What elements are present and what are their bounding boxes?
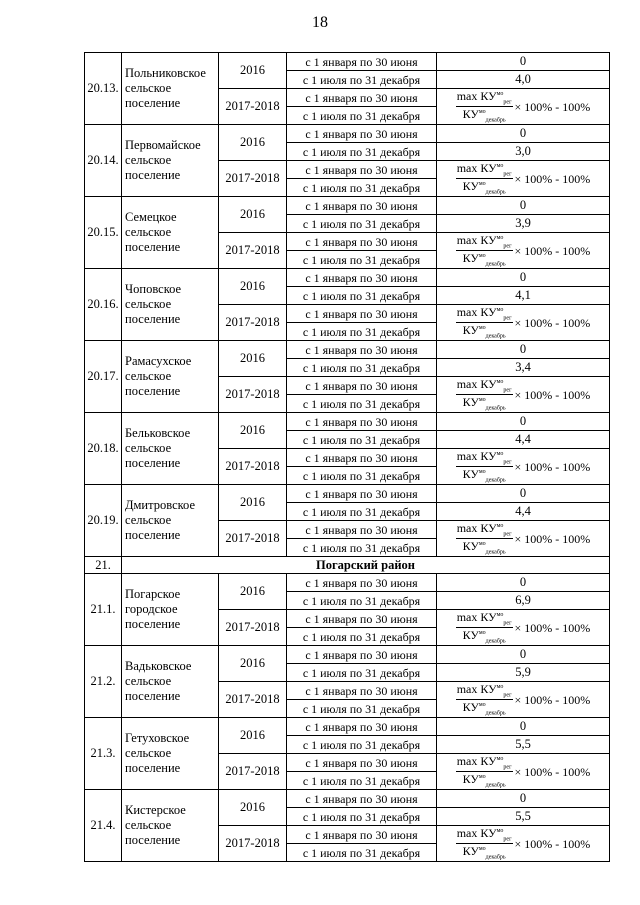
numerator-main: max КУ (456, 609, 497, 624)
formula-numerator (456, 90, 513, 107)
year-cell: 2017-2018 (219, 754, 287, 790)
denominator-main: КУ (462, 539, 479, 553)
year-cell: 2017-2018 (219, 89, 287, 125)
period-cell: с 1 июля по 31 декабря (287, 467, 437, 485)
settlement-number: 20.17. (85, 341, 122, 413)
growth-formula (437, 161, 610, 197)
year-cell: 2016 (219, 574, 287, 610)
period-cell: с 1 июля по 31 декабря (287, 844, 437, 862)
value-cell: 0 (437, 269, 610, 287)
numerator-sub: рег (503, 99, 512, 105)
value-cell: 0 (437, 574, 610, 592)
period-cell: с 1 июля по 31 декабря (287, 700, 437, 718)
period-cell: с 1 января по 30 июня (287, 269, 437, 287)
numerator-main: max КУ (456, 232, 497, 247)
settlement-name: Погарское городское поселение (122, 574, 219, 646)
table-row (85, 341, 610, 359)
numerator-sup: мо (496, 378, 504, 385)
denominator-sub: декабрь (485, 854, 506, 861)
numerator-sub: рег (503, 171, 512, 177)
value-cell: 5,5 (437, 736, 610, 754)
formula-tail: × 100% - 100% (514, 620, 591, 635)
period-cell: с 1 июля по 31 декабря (287, 592, 437, 610)
formula-denominator (456, 539, 513, 555)
period-cell: с 1 января по 30 июня (287, 449, 437, 467)
value-cell: 0 (437, 718, 610, 736)
table-row (85, 485, 610, 503)
table-row (85, 269, 610, 287)
period-cell: с 1 июля по 31 декабря (287, 143, 437, 161)
table-row (85, 646, 610, 664)
numerator-sup: мо (496, 306, 504, 313)
value-cell: 3,9 (437, 215, 610, 233)
period-cell: с 1 июля по 31 декабря (287, 628, 437, 646)
growth-formula (437, 377, 610, 413)
denominator-sub: декабрь (485, 261, 506, 268)
formula-numerator (456, 234, 513, 251)
formula-denominator (456, 700, 513, 716)
denominator-main: КУ (462, 628, 479, 642)
formula-tail: × 100% - 100% (514, 764, 591, 779)
formula-numerator (456, 306, 513, 323)
settlement-number: 20.14. (85, 125, 122, 197)
formula-tail: × 100% - 100% (514, 315, 591, 330)
settlement-number: 20.19. (85, 485, 122, 557)
period-cell: с 1 июля по 31 декабря (287, 395, 437, 413)
formula-fraction (456, 827, 513, 861)
table-row (85, 53, 610, 71)
denominator-main: КУ (462, 395, 479, 409)
growth-formula (437, 521, 610, 557)
formula-denominator (456, 179, 513, 195)
value-cell: 0 (437, 125, 610, 143)
numerator-sup: мо (496, 90, 504, 97)
formula-numerator (456, 827, 513, 844)
value-cell: 4,0 (437, 71, 610, 89)
formula-tail: × 100% - 100% (514, 387, 591, 402)
numerator-sup: мо (496, 683, 504, 690)
settlement-name: Рамасухское сельское поселение (122, 341, 219, 413)
period-cell: с 1 июля по 31 декабря (287, 664, 437, 682)
denominator-sup: мо (478, 253, 486, 259)
period-cell: с 1 января по 30 июня (287, 305, 437, 323)
period-cell: с 1 июля по 31 декабря (287, 251, 437, 269)
settlement-number: 20.18. (85, 413, 122, 485)
settlement-name: Дмитровское сельское поселение (122, 485, 219, 557)
value-cell: 5,5 (437, 808, 610, 826)
settlement-number: 21.2. (85, 646, 122, 718)
formula-numerator (456, 755, 513, 772)
year-cell: 2016 (219, 790, 287, 826)
formula-fraction (456, 450, 513, 484)
formula-fraction (456, 611, 513, 645)
table-row (85, 790, 610, 808)
denominator-sup: мо (478, 397, 486, 403)
formula-numerator (456, 450, 513, 467)
period-cell: с 1 июля по 31 декабря (287, 736, 437, 754)
table-row (85, 413, 610, 431)
tariff-table (84, 52, 610, 862)
denominator-sup: мо (478, 774, 486, 780)
denominator-sub: декабрь (485, 189, 506, 196)
settlement-number: 20.13. (85, 53, 122, 125)
value-cell: 4,1 (437, 287, 610, 305)
growth-formula (437, 610, 610, 646)
year-cell: 2017-2018 (219, 826, 287, 862)
settlement-name: Вадьковское сельское поселение (122, 646, 219, 718)
period-cell: с 1 января по 30 июня (287, 341, 437, 359)
year-cell: 2017-2018 (219, 161, 287, 197)
settlement-number: 21.1. (85, 574, 122, 646)
year-cell: 2016 (219, 53, 287, 89)
denominator-sub: декабрь (485, 549, 506, 556)
growth-formula (437, 449, 610, 485)
denominator-sup: мо (478, 541, 486, 547)
period-cell: с 1 июля по 31 декабря (287, 359, 437, 377)
period-cell: с 1 января по 30 июня (287, 610, 437, 628)
denominator-sub: декабрь (485, 782, 506, 789)
table-row (85, 125, 610, 143)
numerator-main: max КУ (456, 88, 497, 103)
settlement-name: Польниковское сельское поселение (122, 53, 219, 125)
denominator-sub: декабрь (485, 710, 506, 717)
denominator-main: КУ (462, 467, 479, 481)
formula-tail: × 100% - 100% (514, 836, 591, 851)
numerator-sub: рег (503, 764, 512, 770)
period-cell: с 1 января по 30 июня (287, 790, 437, 808)
denominator-sup: мо (478, 469, 486, 475)
value-cell: 0 (437, 485, 610, 503)
formula-numerator (456, 611, 513, 628)
district-number: 21. (85, 557, 122, 574)
numerator-sub: рег (503, 620, 512, 626)
formula-denominator (456, 107, 513, 123)
numerator-main: max КУ (456, 681, 497, 696)
formula-fraction (456, 378, 513, 412)
year-cell: 2017-2018 (219, 377, 287, 413)
period-cell: с 1 января по 30 июня (287, 377, 437, 395)
period-cell: с 1 июля по 31 декабря (287, 107, 437, 125)
year-cell: 2016 (219, 197, 287, 233)
value-cell: 5,9 (437, 664, 610, 682)
period-cell: с 1 января по 30 июня (287, 718, 437, 736)
year-cell: 2016 (219, 718, 287, 754)
settlement-number: 21.3. (85, 718, 122, 790)
formula-tail: × 100% - 100% (514, 531, 591, 546)
period-cell: с 1 января по 30 июня (287, 754, 437, 772)
period-cell: с 1 января по 30 июня (287, 53, 437, 71)
year-cell: 2017-2018 (219, 610, 287, 646)
settlement-number: 20.15. (85, 197, 122, 269)
numerator-sup: мо (496, 450, 504, 457)
formula-tail: × 100% - 100% (514, 692, 591, 707)
value-cell: 0 (437, 341, 610, 359)
formula-fraction (456, 90, 513, 124)
numerator-sup: мо (496, 522, 504, 529)
growth-formula (437, 682, 610, 718)
growth-formula (437, 826, 610, 862)
denominator-sup: мо (478, 181, 486, 187)
formula-tail: × 100% - 100% (514, 459, 591, 474)
growth-formula (437, 754, 610, 790)
numerator-main: max КУ (456, 304, 497, 319)
period-cell: с 1 января по 30 июня (287, 826, 437, 844)
period-cell: с 1 июля по 31 декабря (287, 179, 437, 197)
numerator-sup: мо (496, 611, 504, 618)
value-cell: 0 (437, 413, 610, 431)
value-cell: 0 (437, 53, 610, 71)
period-cell: с 1 января по 30 июня (287, 89, 437, 107)
period-cell: с 1 января по 30 июня (287, 682, 437, 700)
formula-fraction (456, 522, 513, 556)
denominator-main: КУ (462, 179, 479, 193)
year-cell: 2017-2018 (219, 682, 287, 718)
numerator-sup: мо (496, 755, 504, 762)
year-cell: 2017-2018 (219, 233, 287, 269)
page-number: 18 (312, 14, 328, 31)
growth-formula (437, 233, 610, 269)
denominator-sub: декабрь (485, 117, 506, 124)
formula-denominator (456, 772, 513, 788)
denominator-main: КУ (462, 323, 479, 337)
denominator-main: КУ (462, 107, 479, 121)
period-cell: с 1 июля по 31 декабря (287, 539, 437, 557)
formula-numerator (456, 683, 513, 700)
denominator-sub: декабрь (485, 333, 506, 340)
numerator-sup: мо (496, 827, 504, 834)
denominator-main: КУ (462, 844, 479, 858)
formula-tail: × 100% - 100% (514, 99, 591, 114)
formula-numerator (456, 378, 513, 395)
denominator-sup: мо (478, 702, 486, 708)
period-cell: с 1 июля по 31 декабря (287, 503, 437, 521)
formula-tail: × 100% - 100% (514, 243, 591, 258)
denominator-sup: мо (478, 109, 486, 115)
numerator-sub: рег (503, 459, 512, 465)
numerator-main: max КУ (456, 448, 497, 463)
value-cell: 0 (437, 646, 610, 664)
numerator-main: max КУ (456, 160, 497, 175)
period-cell: с 1 января по 30 июня (287, 574, 437, 592)
numerator-main: max КУ (456, 753, 497, 768)
denominator-sup: мо (478, 325, 486, 331)
denominator-main: КУ (462, 772, 479, 786)
numerator-sup: мо (496, 234, 504, 241)
formula-denominator (456, 395, 513, 411)
numerator-main: max КУ (456, 376, 497, 391)
numerator-sub: рег (503, 243, 512, 249)
formula-denominator (456, 251, 513, 267)
table-row (85, 718, 610, 736)
year-cell: 2016 (219, 413, 287, 449)
numerator-sub: рег (503, 836, 512, 842)
denominator-sup: мо (478, 846, 486, 852)
table-row (85, 574, 610, 592)
period-cell: с 1 января по 30 июня (287, 125, 437, 143)
formula-denominator (456, 628, 513, 644)
value-cell: 3,4 (437, 359, 610, 377)
value-cell: 0 (437, 197, 610, 215)
period-cell: с 1 января по 30 июня (287, 161, 437, 179)
settlement-name: Первомайское сельское поселение (122, 125, 219, 197)
numerator-sub: рег (503, 692, 512, 698)
table-row (85, 197, 610, 215)
settlement-number: 20.16. (85, 269, 122, 341)
period-cell: с 1 июля по 31 декабря (287, 323, 437, 341)
formula-denominator (456, 467, 513, 483)
value-cell: 4,4 (437, 503, 610, 521)
year-cell: 2017-2018 (219, 521, 287, 557)
growth-formula (437, 89, 610, 125)
year-cell: 2016 (219, 485, 287, 521)
numerator-main: max КУ (456, 825, 497, 840)
settlement-name: Бельковское сельское поселение (122, 413, 219, 485)
period-cell: с 1 января по 30 июня (287, 646, 437, 664)
formula-fraction (456, 306, 513, 340)
value-cell: 0 (437, 790, 610, 808)
numerator-sub: рег (503, 315, 512, 321)
formula-fraction (456, 162, 513, 196)
period-cell: с 1 января по 30 июня (287, 485, 437, 503)
numerator-sub: рег (503, 531, 512, 537)
period-cell: с 1 июля по 31 декабря (287, 772, 437, 790)
denominator-main: КУ (462, 251, 479, 265)
settlement-number: 21.4. (85, 790, 122, 862)
district-name: Погарский район (122, 557, 610, 574)
settlement-name: Гетуховское сельское поселение (122, 718, 219, 790)
value-cell: 6,9 (437, 592, 610, 610)
numerator-main: max КУ (456, 520, 497, 535)
district-row (85, 557, 610, 574)
denominator-sub: декабрь (485, 638, 506, 645)
year-cell: 2016 (219, 125, 287, 161)
formula-numerator (456, 162, 513, 179)
value-cell: 4,4 (437, 431, 610, 449)
formula-fraction (456, 683, 513, 717)
year-cell: 2016 (219, 341, 287, 377)
formula-denominator (456, 844, 513, 860)
period-cell: с 1 июля по 31 декабря (287, 215, 437, 233)
year-cell: 2017-2018 (219, 449, 287, 485)
denominator-sup: мо (478, 630, 486, 636)
period-cell: с 1 июля по 31 декабря (287, 287, 437, 305)
denominator-main: КУ (462, 700, 479, 714)
formula-tail: × 100% - 100% (514, 171, 591, 186)
formula-fraction (456, 755, 513, 789)
settlement-name: Кистерское сельское поселение (122, 790, 219, 862)
period-cell: с 1 января по 30 июня (287, 413, 437, 431)
numerator-sup: мо (496, 162, 504, 169)
period-cell: с 1 января по 30 июня (287, 521, 437, 539)
settlement-name: Семецкое сельское поселение (122, 197, 219, 269)
settlement-name: Чоповское сельское поселение (122, 269, 219, 341)
value-cell: 3,0 (437, 143, 610, 161)
numerator-sub: рег (503, 387, 512, 393)
formula-denominator (456, 323, 513, 339)
period-cell: с 1 июля по 31 декабря (287, 431, 437, 449)
year-cell: 2016 (219, 646, 287, 682)
denominator-sub: декабрь (485, 477, 506, 484)
period-cell: с 1 января по 30 июня (287, 197, 437, 215)
period-cell: с 1 января по 30 июня (287, 233, 437, 251)
denominator-sub: декабрь (485, 405, 506, 412)
formula-fraction (456, 234, 513, 268)
growth-formula (437, 305, 610, 341)
year-cell: 2016 (219, 269, 287, 305)
period-cell: с 1 июля по 31 декабря (287, 808, 437, 826)
period-cell: с 1 июля по 31 декабря (287, 71, 437, 89)
year-cell: 2017-2018 (219, 305, 287, 341)
formula-numerator (456, 522, 513, 539)
